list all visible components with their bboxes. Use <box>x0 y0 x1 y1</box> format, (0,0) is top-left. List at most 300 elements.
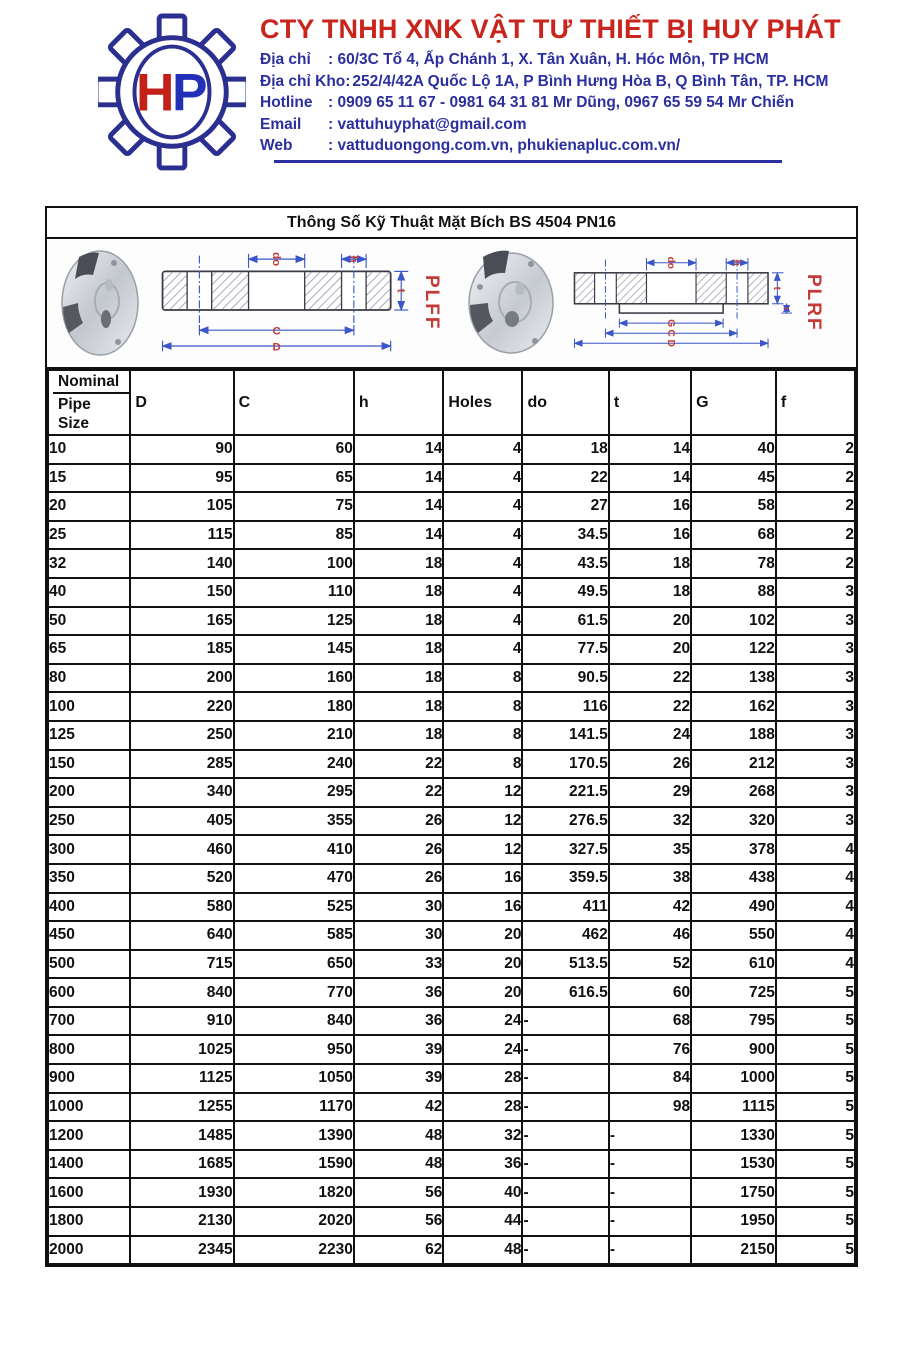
cell-value: 2 <box>776 435 855 464</box>
table-row <box>48 807 855 836</box>
cell-value: 250 <box>130 721 233 750</box>
contact-row-email <box>260 114 841 136</box>
cell-value: 30 <box>354 893 444 922</box>
cell-value: 2130 <box>130 1207 233 1236</box>
cell-value: 3 <box>776 807 855 836</box>
cell-value: 16 <box>443 893 522 922</box>
cell-value: 65 <box>234 464 354 493</box>
cell-value: - <box>522 1121 608 1150</box>
cell-nominal-size: 10 <box>48 435 130 464</box>
cell-value: 24 <box>443 1007 522 1036</box>
cell-value: 16 <box>609 521 691 550</box>
cell-value: 2 <box>776 521 855 550</box>
cell-value: - <box>522 1150 608 1179</box>
cell-nominal-size: 450 <box>48 921 130 950</box>
flange-section-plff <box>145 240 417 366</box>
cell-value: 8 <box>443 721 522 750</box>
cell-value: 18 <box>354 721 444 750</box>
cell-value: 285 <box>130 750 233 779</box>
cell-value: 62 <box>354 1236 444 1265</box>
cell-value: 20 <box>443 921 522 950</box>
cell-value: 68 <box>691 521 776 550</box>
cell-value: 640 <box>130 921 233 950</box>
table-row <box>48 978 855 1007</box>
cell-value: 12 <box>443 835 522 864</box>
cell-value: 4 <box>776 921 855 950</box>
contact-value: 252/4/42A Quốc Lộ 1A, P Bình Hưng Hòa B, Q Bình Tân, TP. HCM <box>352 72 829 90</box>
cell-value: 2 <box>776 492 855 521</box>
cell-value: 490 <box>691 893 776 922</box>
spec-sheet <box>45 206 858 1267</box>
cell-value: 22 <box>354 750 444 779</box>
company-name: CTY TNHH XNK VẬT TƯ THIẾT BỊ HUY PHÁT <box>260 14 841 44</box>
cell-value: 5 <box>776 1121 855 1150</box>
cell-value: 16 <box>609 492 691 521</box>
column-header-G: G <box>691 370 776 435</box>
cell-value: 85 <box>234 521 354 550</box>
cell-value: 200 <box>130 664 233 693</box>
cell-nominal-size: 100 <box>48 692 130 721</box>
table-row <box>48 492 855 521</box>
section-body <box>163 271 391 310</box>
cell-value: 145 <box>234 635 354 664</box>
company-info <box>260 6 841 163</box>
cell-value: 140 <box>130 549 233 578</box>
cell-value: 138 <box>691 664 776 693</box>
cell-value: 34.5 <box>522 521 608 550</box>
cell-value: 16 <box>443 864 522 893</box>
cell-value: 2 <box>776 549 855 578</box>
cell-value: 210 <box>234 721 354 750</box>
column-header-f: f <box>776 370 855 435</box>
cell-value: 2345 <box>130 1236 233 1265</box>
cell-value: 1950 <box>691 1207 776 1236</box>
cell-value: 340 <box>130 778 233 807</box>
cell-value: 14 <box>609 464 691 493</box>
cell-value: 170.5 <box>522 750 608 779</box>
cell-value: 14 <box>354 492 444 521</box>
cell-value: 18 <box>354 549 444 578</box>
cell-value: 18 <box>354 664 444 693</box>
contact-label: Địa chỉ <box>260 51 311 68</box>
cell-value: 610 <box>691 950 776 979</box>
column-header-Holes: Holes <box>443 370 522 435</box>
cell-value: - <box>609 1178 691 1207</box>
cell-value: 4 <box>443 578 522 607</box>
contact-row-web <box>260 135 841 157</box>
cell-value: 220 <box>130 692 233 721</box>
cell-value: 840 <box>234 1007 354 1036</box>
cell-value: 5 <box>776 1064 855 1093</box>
table-row <box>48 835 855 864</box>
cell-value: 378 <box>691 835 776 864</box>
contact-value: : 0909 65 11 67 - 0981 64 31 81 Mr Dũng, 0967 65 59 54 Mr Chiến <box>328 94 795 111</box>
column-header-t: t <box>609 370 691 435</box>
cell-value: 725 <box>691 978 776 1007</box>
cell-value: 5 <box>776 1178 855 1207</box>
table-row <box>48 893 855 922</box>
cell-value: 585 <box>234 921 354 950</box>
cell-value: 78 <box>691 549 776 578</box>
cell-value: 1590 <box>234 1150 354 1179</box>
contact-web-value[interactable]: : vattuduongong.com.vn, phukienapluc.com.vn/ <box>328 137 681 154</box>
cell-value: - <box>609 1121 691 1150</box>
cell-value: 460 <box>130 835 233 864</box>
cell-value: 102 <box>691 607 776 636</box>
cell-value: 20 <box>443 978 522 1007</box>
table-row <box>48 521 855 550</box>
table-row <box>48 721 855 750</box>
table-row <box>48 1150 855 1179</box>
cell-value: 4 <box>443 435 522 464</box>
cell-value: 212 <box>691 750 776 779</box>
cell-value: 5 <box>776 1007 855 1036</box>
cell-nominal-size: 32 <box>48 549 130 578</box>
dim-label-c: C <box>665 329 677 337</box>
cell-value: 52 <box>609 950 691 979</box>
cell-value: 240 <box>234 750 354 779</box>
dim-label-h: h <box>730 259 742 266</box>
cell-value: 8 <box>443 692 522 721</box>
cell-value: 355 <box>234 807 354 836</box>
cell-value: 8 <box>443 750 522 779</box>
cell-value: 4 <box>443 549 522 578</box>
column-header-C: C <box>234 370 354 435</box>
cell-nominal-size: 900 <box>48 1064 130 1093</box>
cell-value: 3 <box>776 692 855 721</box>
table-row <box>48 1035 855 1064</box>
logo-letter-p: P <box>171 63 208 123</box>
cell-value: 22 <box>609 664 691 693</box>
cell-value: 1255 <box>130 1093 233 1122</box>
cell-value: 27 <box>522 492 608 521</box>
cell-value: 26 <box>354 864 444 893</box>
cell-nominal-size: 20 <box>48 492 130 521</box>
table-row <box>48 1007 855 1036</box>
table-row <box>48 692 855 721</box>
column-header-nominal-pipe-size <box>48 370 130 435</box>
cell-value: 141.5 <box>522 721 608 750</box>
contact-row-hotline <box>260 92 841 114</box>
flange-dimensions-table <box>47 369 856 1265</box>
cell-value: 48 <box>354 1121 444 1150</box>
contact-email-value[interactable]: : vattuhuyphat@gmail.com <box>328 115 527 133</box>
cell-value: 3 <box>776 578 855 607</box>
cell-value: 14 <box>354 435 444 464</box>
cell-value: 29 <box>609 778 691 807</box>
column-header-do: do <box>522 370 608 435</box>
cell-value: 76 <box>609 1035 691 1064</box>
dim-label-do: do <box>665 256 677 269</box>
cell-value: 33 <box>354 950 444 979</box>
cell-value: 48 <box>354 1150 444 1179</box>
header-row <box>48 370 855 435</box>
cell-nominal-size: 2000 <box>48 1236 130 1265</box>
cell-value: 4 <box>443 464 522 493</box>
cell-value: 110 <box>234 578 354 607</box>
cell-value: 68 <box>609 1007 691 1036</box>
dim-label-t: t <box>394 288 407 293</box>
flange-photo-shapes <box>62 251 138 355</box>
cell-value: - <box>522 1236 608 1265</box>
cell-value: 22 <box>609 692 691 721</box>
cell-value: - <box>609 1207 691 1236</box>
cell-value: 513.5 <box>522 950 608 979</box>
cell-value: 35 <box>609 835 691 864</box>
cell-value: 268 <box>691 778 776 807</box>
dim-label-d: D <box>272 341 281 354</box>
cell-value: 2 <box>776 464 855 493</box>
cell-value: 359.5 <box>522 864 608 893</box>
cell-value: 840 <box>130 978 233 1007</box>
cell-value: 520 <box>130 864 233 893</box>
cell-value: 44 <box>443 1207 522 1236</box>
table-row <box>48 921 855 950</box>
cell-value: 32 <box>609 807 691 836</box>
cell-value: 1115 <box>691 1093 776 1122</box>
cell-nominal-size: 1800 <box>48 1207 130 1236</box>
cell-value: 405 <box>130 807 233 836</box>
cell-value: 4 <box>776 864 855 893</box>
cell-value: 8 <box>443 664 522 693</box>
table-body <box>48 435 855 1264</box>
cell-value: 30 <box>354 921 444 950</box>
column-header-D: D <box>130 370 233 435</box>
cell-value: 162 <box>691 692 776 721</box>
cell-value: 5 <box>776 978 855 1007</box>
cell-value: 900 <box>691 1035 776 1064</box>
flange-photo-plff <box>57 245 145 361</box>
contact-label: Địa chỉ Kho: <box>260 72 351 90</box>
cell-value: 14 <box>354 464 444 493</box>
cell-value: 90 <box>130 435 233 464</box>
cell-value: 1330 <box>691 1121 776 1150</box>
cell-value: 39 <box>354 1064 444 1093</box>
cell-value: 3 <box>776 635 855 664</box>
flange-type-label-plff: PLFF <box>421 275 442 331</box>
cell-nominal-size: 1600 <box>48 1178 130 1207</box>
cell-value: 1685 <box>130 1150 233 1179</box>
cell-value: 3 <box>776 607 855 636</box>
cell-value: - <box>522 1007 608 1036</box>
contact-label: Email <box>260 115 302 133</box>
cell-value: 56 <box>354 1207 444 1236</box>
cell-value: 100 <box>234 549 354 578</box>
cell-value: 60 <box>609 978 691 1007</box>
cell-value: 46 <box>609 921 691 950</box>
cell-value: 26 <box>354 807 444 836</box>
table-row <box>48 778 855 807</box>
cell-value: 84 <box>609 1064 691 1093</box>
cell-value: 14 <box>354 521 444 550</box>
cell-value: 32 <box>443 1121 522 1150</box>
cell-value: 18 <box>522 435 608 464</box>
table-row <box>48 1093 855 1122</box>
cell-value: 95 <box>130 464 233 493</box>
cell-nominal-size: 400 <box>48 893 130 922</box>
cell-value: 60 <box>234 435 354 464</box>
cell-value: 411 <box>522 893 608 922</box>
cell-value: 90.5 <box>522 664 608 693</box>
cell-value: 12 <box>443 778 522 807</box>
cell-value: 77.5 <box>522 635 608 664</box>
flange-section-plrf <box>559 240 799 366</box>
sheet-title: Thông Số Kỹ Thuật Mặt Bích BS 4504 PN16 <box>47 208 856 239</box>
cell-value: 165 <box>130 607 233 636</box>
cell-value: - <box>609 1236 691 1265</box>
table-row <box>48 1064 855 1093</box>
dim-label-t: t <box>771 286 783 290</box>
cell-value: 4 <box>776 950 855 979</box>
cell-nominal-size: 500 <box>48 950 130 979</box>
cell-value: 18 <box>609 549 691 578</box>
cell-value: 4 <box>443 607 522 636</box>
table-row <box>48 1207 855 1236</box>
cell-nominal-size: 25 <box>48 521 130 550</box>
cell-value: 20 <box>609 607 691 636</box>
column-header-h: h <box>354 370 444 435</box>
cell-value: 4 <box>443 492 522 521</box>
cell-value: 22 <box>354 778 444 807</box>
flange-photo-plrf <box>465 247 559 359</box>
cell-value: 42 <box>354 1093 444 1122</box>
cell-value: 188 <box>691 721 776 750</box>
flange-type-label-plrf: PLRF <box>803 274 824 332</box>
cell-value: 28 <box>443 1093 522 1122</box>
cell-value: 56 <box>354 1178 444 1207</box>
cell-value: 221.5 <box>522 778 608 807</box>
cell-nominal-size: 125 <box>48 721 130 750</box>
cell-value: 36 <box>354 978 444 1007</box>
cell-value: 1930 <box>130 1178 233 1207</box>
contact-value: : 60/3C Tổ 4, Ấp Chánh 1, X. Tân Xuân, H. Hóc Môn, TP HCM <box>328 51 769 68</box>
cell-value: 525 <box>234 893 354 922</box>
cell-value: 470 <box>234 864 354 893</box>
table-row <box>48 864 855 893</box>
cell-value: 3 <box>776 721 855 750</box>
cell-value: 18 <box>354 692 444 721</box>
cell-value: 38 <box>609 864 691 893</box>
cell-nominal-size: 1000 <box>48 1093 130 1122</box>
dim-label-d: D <box>665 339 677 347</box>
cell-value: 26 <box>354 835 444 864</box>
cell-nominal-size: 15 <box>48 464 130 493</box>
contact-label: Hotline <box>260 94 313 111</box>
cell-value: - <box>522 1178 608 1207</box>
cell-value: 3 <box>776 664 855 693</box>
cell-value: 327.5 <box>522 835 608 864</box>
cell-value: 58 <box>691 492 776 521</box>
company-logo <box>98 6 246 179</box>
cell-value: 3 <box>776 778 855 807</box>
cell-value: 61.5 <box>522 607 608 636</box>
table-row <box>48 664 855 693</box>
cell-value: 40 <box>691 435 776 464</box>
cell-value: 18 <box>354 635 444 664</box>
table-row <box>48 578 855 607</box>
table-row <box>48 950 855 979</box>
cell-value: 4 <box>776 893 855 922</box>
cell-value: 39 <box>354 1035 444 1064</box>
cell-value: 1025 <box>130 1035 233 1064</box>
cell-value: 18 <box>354 607 444 636</box>
header-line-pipe: Pipe <box>58 396 91 413</box>
cell-nominal-size: 700 <box>48 1007 130 1036</box>
logo-letter-h: H <box>135 63 175 123</box>
cell-value: - <box>522 1093 608 1122</box>
dim-label-h: h <box>347 255 360 263</box>
table-row <box>48 549 855 578</box>
cell-value: 36 <box>443 1150 522 1179</box>
cell-value: 24 <box>443 1035 522 1064</box>
cell-value: 580 <box>130 893 233 922</box>
cell-value: 1000 <box>691 1064 776 1093</box>
cell-nominal-size: 1400 <box>48 1150 130 1179</box>
cell-value: 616.5 <box>522 978 608 1007</box>
cell-value: 1530 <box>691 1150 776 1179</box>
header-line-size: Size <box>58 415 90 432</box>
dim-label-c: C <box>272 325 281 338</box>
cell-value: 98 <box>609 1093 691 1122</box>
diagram-plrf <box>465 240 823 366</box>
table-row <box>48 1178 855 1207</box>
table-row <box>48 1236 855 1265</box>
table-row <box>48 464 855 493</box>
cell-value: 45 <box>691 464 776 493</box>
cell-value: 1390 <box>234 1121 354 1150</box>
cell-value: 462 <box>522 921 608 950</box>
cell-value: 48 <box>443 1236 522 1265</box>
cell-value: 650 <box>234 950 354 979</box>
cell-value: 18 <box>354 578 444 607</box>
cell-value: 5 <box>776 1236 855 1265</box>
company-header <box>0 0 924 176</box>
cell-value: 26 <box>609 750 691 779</box>
cell-value: 5 <box>776 1207 855 1236</box>
cell-value: 320 <box>691 807 776 836</box>
contact-row-warehouse <box>260 71 841 93</box>
cell-value: 5 <box>776 1035 855 1064</box>
cell-value: 5 <box>776 1150 855 1179</box>
cell-value: 550 <box>691 921 776 950</box>
table-row <box>48 635 855 664</box>
cell-nominal-size: 50 <box>48 607 130 636</box>
header-line-nominal: Nominal <box>53 371 129 394</box>
cell-nominal-size: 250 <box>48 807 130 836</box>
cell-nominal-size: 1200 <box>48 1121 130 1150</box>
cell-value: 125 <box>234 607 354 636</box>
cell-nominal-size: 800 <box>48 1035 130 1064</box>
cell-value: 18 <box>609 578 691 607</box>
flange-photo-shapes <box>469 251 553 353</box>
cell-value: 185 <box>130 635 233 664</box>
cell-value: 5 <box>776 1093 855 1122</box>
cell-value: 20 <box>609 635 691 664</box>
cell-value: 4 <box>443 635 522 664</box>
cell-value: 88 <box>691 578 776 607</box>
cell-value: 1050 <box>234 1064 354 1093</box>
cell-value: 12 <box>443 807 522 836</box>
table-row <box>48 1121 855 1150</box>
dim-label-f: f <box>781 307 791 310</box>
contact-label: Web <box>260 137 293 154</box>
cell-value: 24 <box>609 721 691 750</box>
cell-value: 22 <box>522 464 608 493</box>
cell-value: 4 <box>443 521 522 550</box>
header-divider <box>274 160 782 163</box>
cell-value: 295 <box>234 778 354 807</box>
cell-nominal-size: 40 <box>48 578 130 607</box>
